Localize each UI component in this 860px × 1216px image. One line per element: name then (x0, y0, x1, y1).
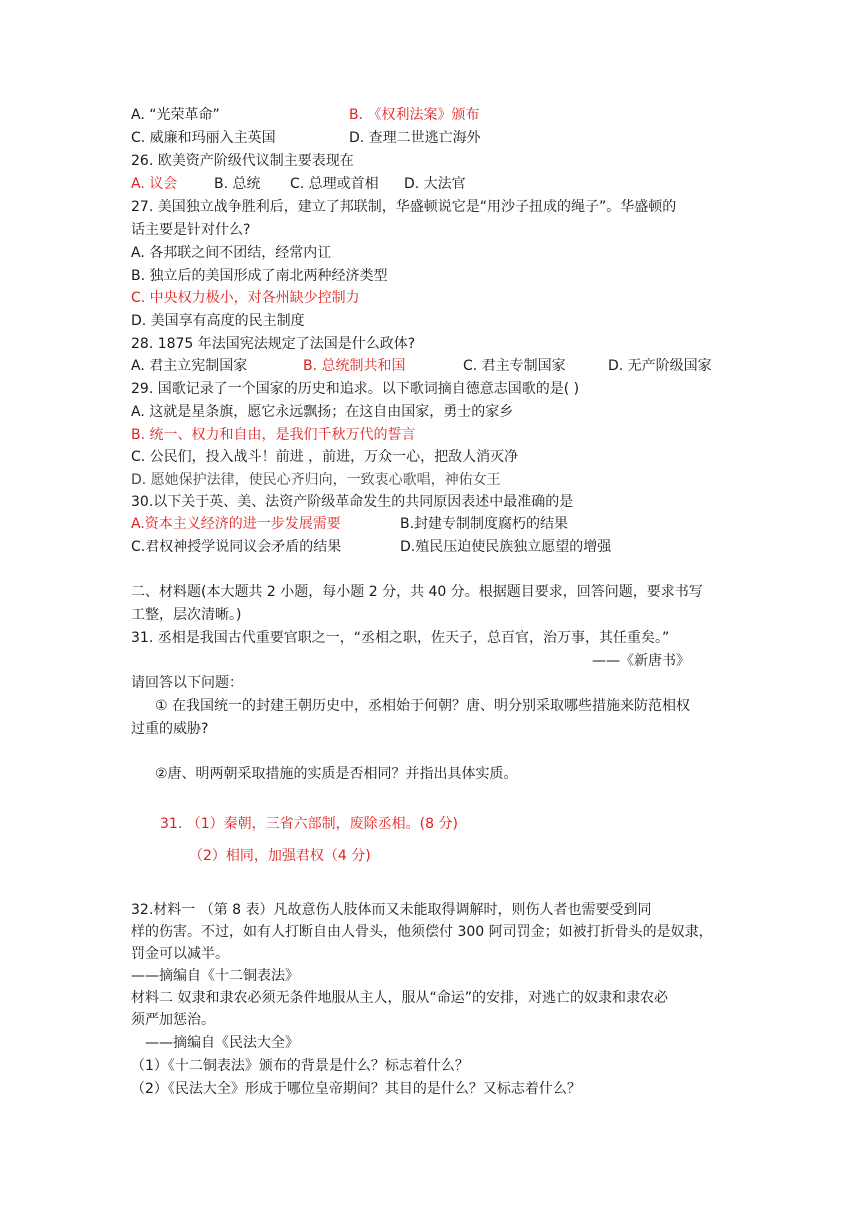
q28-option-b-answer: B. 总统制共和国 (303, 358, 406, 374)
q32-material2-line1: 材料二 奴隶和隶农必须无条件地服从主人，服从“命运”的安排，对逃亡的奴隶和隶农必 (131, 990, 668, 1006)
q32-source2: ——摘编自《民法大全》 (145, 1035, 299, 1051)
q30-stem: 30.以下关于英、美、法资产阶级革命发生的共同原因表述中最准确的是 (131, 494, 574, 510)
q26-option-a-answer: A. 议会 (131, 176, 178, 192)
q26-option-b: B. 总统 (214, 176, 261, 192)
q29-option-c: C. 公民们，投入战斗！前进 ，前进，万众一心，把敌人消灭净 (131, 449, 519, 465)
q28-stem: 28. 1875 年法国宪法规定了法国是什么政体? (131, 336, 416, 352)
q30-option-a-answer: A.资本主义经济的进一步发展需要 (131, 516, 341, 532)
q29-option-b-answer: B. 统一、权力和自由，是我们千秋万代的誓言 (131, 427, 416, 443)
q31-answer-1: 31. （1）秦朝，三省六部制，废除丞相。(8 分) (160, 816, 458, 832)
q31-sub2: ②唐、明两朝采取措施的实质是否相同？并指出具体实质。 (155, 766, 518, 782)
q27-stem-line2: 话主要是针对什么? (131, 222, 251, 238)
q25-option-d: D. 查理二世逃亡海外 (349, 130, 481, 146)
q26-option-c: C. 总理或首相 (290, 176, 379, 192)
q27-option-b: B. 独立后的美国形成了南北两种经济类型 (131, 268, 388, 284)
q29-stem: 29. 国歌记录了一个国家的历史和追求。以下歌词摘自德意志国歌的是( ) (131, 381, 580, 397)
q30-option-d: D.殖民压迫使民族独立愿望的增强 (400, 539, 612, 555)
q28-option-a: A. 君主立宪制国家 (131, 358, 248, 374)
q26-option-d: D. 大法官 (404, 176, 466, 192)
q32-question-2: （2）《民法大全》形成于哪位皇帝期间？其目的是什么？又标志着什么？ (131, 1081, 581, 1097)
q25-option-c: C. 威廉和玛丽入主英国 (131, 130, 276, 146)
q32-material1-line3: 罚金可以减半。 (131, 946, 229, 962)
q27-option-a: A. 各邦联之间不团结，经常内讧 (131, 245, 332, 261)
q28-option-d: D. 无产阶级国家 (608, 358, 712, 374)
q32-source1: ——摘编自《十二铜表法》 (131, 968, 299, 984)
q30-option-c: C.君权神授学说同议会矛盾的结果 (131, 539, 342, 555)
q32-question-1: （1）《十二铜表法》颁布的背景是什么？标志着什么？ (131, 1058, 469, 1074)
q31-sub1-line2: 过重的威胁? (131, 721, 209, 737)
q30-option-b: B.封建专制制度腐朽的结果 (400, 516, 569, 532)
q32-material2-line2: 须严加惩治。 (131, 1012, 215, 1028)
q31-answer-2: （2）相同，加强君权（4 分) (189, 848, 371, 864)
q31-source: ——《新唐书》 (592, 653, 690, 669)
section2-heading-line2: 工整，层次清晰。) (131, 607, 242, 623)
q32-material1-line1: 32.材料一 （第 8 表）凡故意伤人肢体而又未能取得调解时，则伤人者也需要受到同 (131, 902, 652, 918)
q27-option-d: D. 美国享有高度的民主制度 (131, 313, 305, 329)
q31-prompt: 请回答以下问题： (131, 675, 243, 691)
section2-heading-line1: 二、材料题(本大题共 2 小题，每小题 2 分，共 40 分。根据题目要求，回答问题，要求书写 (131, 584, 703, 600)
q32-material1-line2: 样的伤害。不过，如有人打断自由人骨头，他须偿付 300 阿司罚金；如被打折骨头的是奴隶， (131, 924, 713, 940)
q29-option-d: D. 愿她保护法律，使民心齐归向，一致衷心歌唱，神佑女王 (131, 472, 501, 488)
q28-option-c: C. 君主专制国家 (463, 358, 566, 374)
q31-stem: 31. 丞相是我国古代重要官职之一，“丞相之职，佐天子，总百官，治万事，其任重矣。” (131, 630, 670, 646)
q31-sub1-line1: ① 在我国统一的封建王朝历史中，丞相始于何朝？唐、明分别采取哪些措施来防范相权 (155, 698, 690, 714)
q27-option-c-answer: C. 中央权力极小，对各州缺少控制力 (131, 290, 360, 306)
q25-option-b-answer: B. 《权利法案》颁布 (349, 107, 480, 123)
q26-stem: 26. 欧美资产阶级代议制主要表现在 (131, 153, 354, 169)
q25-option-a: A. “光荣革命” (131, 107, 220, 123)
q27-stem-line1: 27. 美国独立战争胜利后，建立了邦联制，华盛顿说它是“用沙子扭成的绳子”。华盛顿的 (131, 199, 677, 215)
q29-option-a: A. 这就是星条旗，愿它永远飘扬；在这自由国家，勇士的家乡 (131, 404, 514, 420)
